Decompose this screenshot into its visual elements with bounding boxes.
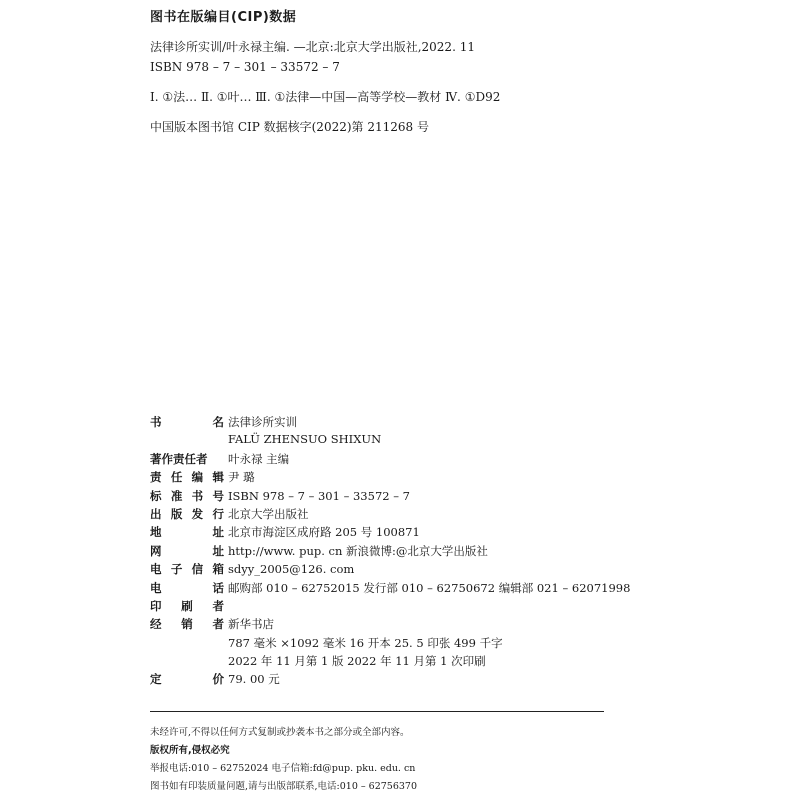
info-row	[150, 524, 610, 542]
info-row-label	[150, 488, 228, 504]
info-label-char: 编	[191, 470, 204, 485]
info-label-char: 号	[212, 488, 224, 503]
info-row-label	[150, 524, 228, 540]
info-row	[150, 580, 631, 598]
cip-isbn-line: ISBN 978 – 7 – 301 – 33572 – 7	[150, 60, 340, 74]
cip-title-line: 法律诊所实训/叶永禄主编. —北京:北京大学出版社,2022. 11	[150, 40, 475, 54]
info-row	[150, 653, 610, 671]
info-row	[150, 635, 610, 653]
info-label-char: 书	[191, 488, 204, 503]
info-label-char: 话	[212, 580, 224, 595]
info-label-char: 准	[170, 488, 183, 503]
info-label-char: 址	[212, 525, 224, 540]
info-row-label	[150, 414, 228, 430]
info-label-char: 地	[150, 525, 162, 540]
info-label-char: 名	[212, 415, 224, 429]
info-row-value: 北京市海淀区成府路 205 号 100871	[228, 525, 420, 540]
info-label-char: 箱	[212, 562, 224, 577]
info-label-char: 任	[170, 470, 183, 485]
info-row-value: 邮购部 010 – 62752015 发行部 010 – 62750672 编辑部 021 – 62071998	[228, 580, 631, 595]
info-row	[150, 414, 610, 432]
info-label-char: 印	[150, 598, 162, 613]
info-row-label	[150, 561, 228, 577]
info-label-char: 标	[150, 488, 162, 503]
info-label-char: 定	[150, 672, 162, 687]
info-row-label	[150, 671, 228, 687]
info-row	[150, 543, 610, 561]
info-row-label	[150, 616, 228, 632]
info-row	[150, 488, 610, 506]
info-row-value: sdyy_2005@126. com	[228, 562, 355, 577]
publication-info-block	[150, 414, 631, 690]
info-label-char: 销	[181, 617, 193, 632]
info-row	[150, 506, 610, 524]
info-row-value: 787 毫米 ×1092 毫米 16 开本 25. 5 印张 499 千字	[228, 635, 503, 650]
cip-classification-line: Ⅰ. ①法… Ⅱ. ①叶… Ⅲ. ①法律—中国—高等学校—教材 Ⅳ. ①D92	[150, 90, 501, 104]
print-quality-contact-line: 图书如有印装质量问题,请与出版部联系,电话:010 – 62756370	[150, 781, 418, 792]
info-label-char: 出	[150, 506, 162, 521]
info-label-char: 辑	[212, 470, 224, 485]
divider-line	[150, 711, 604, 712]
info-label-char: 信	[191, 562, 204, 577]
copyright-notice: 未经许可,不得以任何方式复制或抄袭本书之部分或全部内容。	[150, 727, 410, 738]
info-row	[150, 561, 610, 579]
info-label-char: 书	[150, 415, 162, 429]
info-label-char: 发	[191, 506, 204, 521]
info-row-label	[150, 580, 228, 596]
info-label-char: 子	[170, 562, 183, 577]
info-row	[150, 671, 610, 689]
info-row-value: ISBN 978 – 7 – 301 – 33572 – 7	[228, 488, 410, 503]
info-label-char: 者	[212, 617, 224, 632]
info-row-value: 新华书店	[228, 617, 274, 632]
info-label-char: 址	[212, 543, 224, 558]
info-label-char: 者	[212, 598, 224, 613]
info-label-char: 电	[150, 562, 162, 577]
info-label-char: 著作责任者	[150, 451, 208, 466]
info-row-value: 叶永禄 主编	[228, 451, 290, 466]
info-label-char: 经	[150, 617, 162, 632]
cip-record-number-line: 中国版本图书馆 CIP 数据核字(2022)第 211268 号	[150, 120, 429, 134]
info-row-label	[150, 598, 228, 614]
info-row-value: 法律诊所实训	[228, 415, 297, 429]
info-row-label	[150, 451, 228, 467]
info-row	[150, 469, 610, 487]
rights-reserved-notice: 版权所有,侵权必究	[150, 745, 230, 756]
info-row-value: 北京大学出版社	[228, 506, 309, 521]
info-row-value: http://www. pup. cn 新浪微博:@北京大学出版社	[228, 543, 488, 558]
info-label-char: 刷	[181, 598, 193, 613]
info-row	[150, 451, 610, 469]
info-row	[150, 616, 610, 634]
info-row-value: 2022 年 11 月第 1 版 2022 年 11 月第 1 次印刷	[228, 654, 486, 669]
info-row	[150, 598, 610, 616]
info-row-label	[150, 543, 228, 559]
info-label-char: 版	[170, 506, 183, 521]
info-label-char: 行	[212, 506, 224, 521]
info-row-label	[150, 469, 228, 485]
cip-heading: 图书在版编目(CIP)数据	[150, 10, 297, 25]
info-label-char: 责	[150, 470, 162, 485]
info-row-value: 79. 00 元	[228, 672, 280, 687]
info-label-char: 价	[212, 672, 224, 687]
info-label-char: 网	[150, 543, 162, 558]
info-row-label	[150, 506, 228, 522]
report-contact-line: 举报电话:010 – 62752024 电子信箱:fd@pup. pku. edu. cn	[150, 763, 416, 774]
info-row-value: 尹 璐	[228, 470, 255, 485]
info-label-char: 电	[150, 580, 162, 595]
info-row	[150, 432, 610, 450]
info-row-value: FALÜ ZHENSUO SHIXUN	[228, 432, 382, 447]
